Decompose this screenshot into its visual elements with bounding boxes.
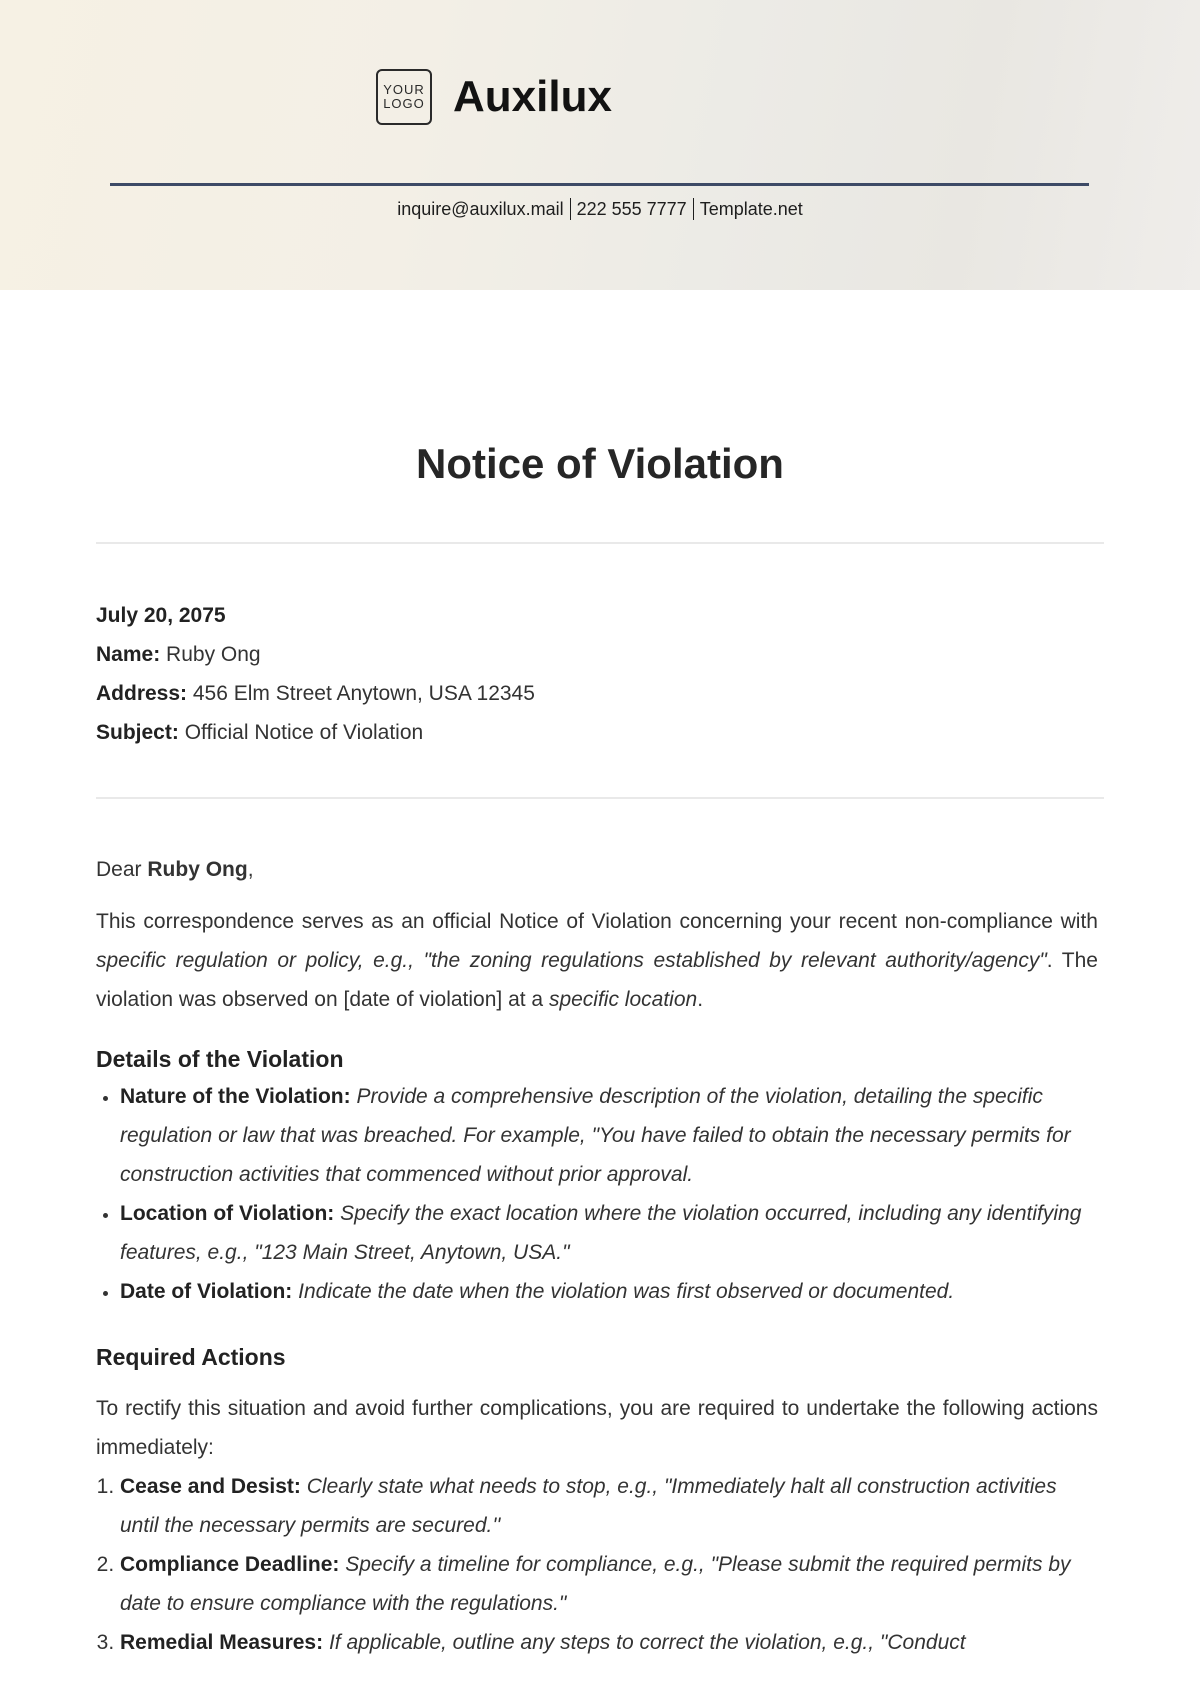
recipient-address: Address: 456 Elm Street Anytown, USA 12345: [96, 682, 535, 705]
title-divider: [96, 542, 1104, 544]
logo-text-line2: LOGO: [383, 96, 425, 111]
contact-website: Template.net: [699, 199, 803, 219]
logo-text-line1: YOUR: [383, 82, 425, 97]
letter-subject: Subject: Official Notice of Violation: [96, 721, 424, 744]
letter-meta: [96, 596, 535, 752]
actions-heading: Required Actions: [96, 1344, 286, 1370]
list-item: 2. Compliance Deadline: Specify a timeline for compliance, e.g., "Please submit the required permits by date to ensure compliance with the regulations.": [120, 1545, 1098, 1623]
document-title: Notice of Violation: [416, 440, 784, 487]
list-item: 1. Cease and Desist: Clearly state what needs to stop, e.g., "Immediately halt all construction activities until the necessary permits are secured.'': [120, 1467, 1098, 1545]
actions-intro: To rectify this situation and avoid further complications, you are required to undertake the following actions immediately:: [96, 1397, 1098, 1459]
contact-separator: [570, 198, 571, 220]
meta-divider: [96, 797, 1104, 799]
salutation: Dear Ruby Ong,: [96, 858, 254, 881]
list-item: • Location of Violation: Specify the exact location where the violation occurred, including any identifying features, e.g., "123 Main Street, Anytown, USA.": [120, 1194, 1098, 1272]
list-item: 3. Remedial Measures: If applicable, outline any steps to correct the violation, e.g., "Conduct: [120, 1623, 1098, 1662]
list-item: • Date of Violation: Indicate the date when the violation was first observed or documented.: [120, 1272, 1098, 1311]
contact-email: inquire@auxilux.mail: [397, 199, 564, 219]
list-item: • Nature of the Violation: Provide a comprehensive description of the violation, detailing the specific regulation or law that was breached. For example, "You have failed to obtain the necessary permits for construction activities that commenced without prior approval.: [120, 1077, 1098, 1194]
header-divider: [110, 183, 1089, 186]
contact-separator: [693, 198, 694, 220]
details-list: [96, 1077, 1098, 1311]
letter-date: July 20, 2075: [96, 604, 226, 627]
contact-phone: 222 555 7777: [576, 199, 687, 219]
letterhead: [0, 0, 1200, 290]
actions-list: [96, 1467, 1098, 1662]
contact-line: [0, 198, 1200, 220]
brand: [376, 67, 612, 127]
details-heading: Details of the Violation: [96, 1046, 344, 1072]
recipient-name: Name: Ruby Ong: [96, 643, 261, 666]
letter-body: [96, 852, 1098, 1662]
company-name: Auxilux: [453, 72, 612, 121]
logo-placeholder: [376, 69, 432, 125]
intro-paragraph: This correspondence serves as an official Notice of Violation concerning your recent non-compliance with specific regulation or policy, e.g., "the zoning regulations established by relevant authority/agency". The violation was observed on [date of violation] at a specific location.: [96, 910, 1098, 1011]
